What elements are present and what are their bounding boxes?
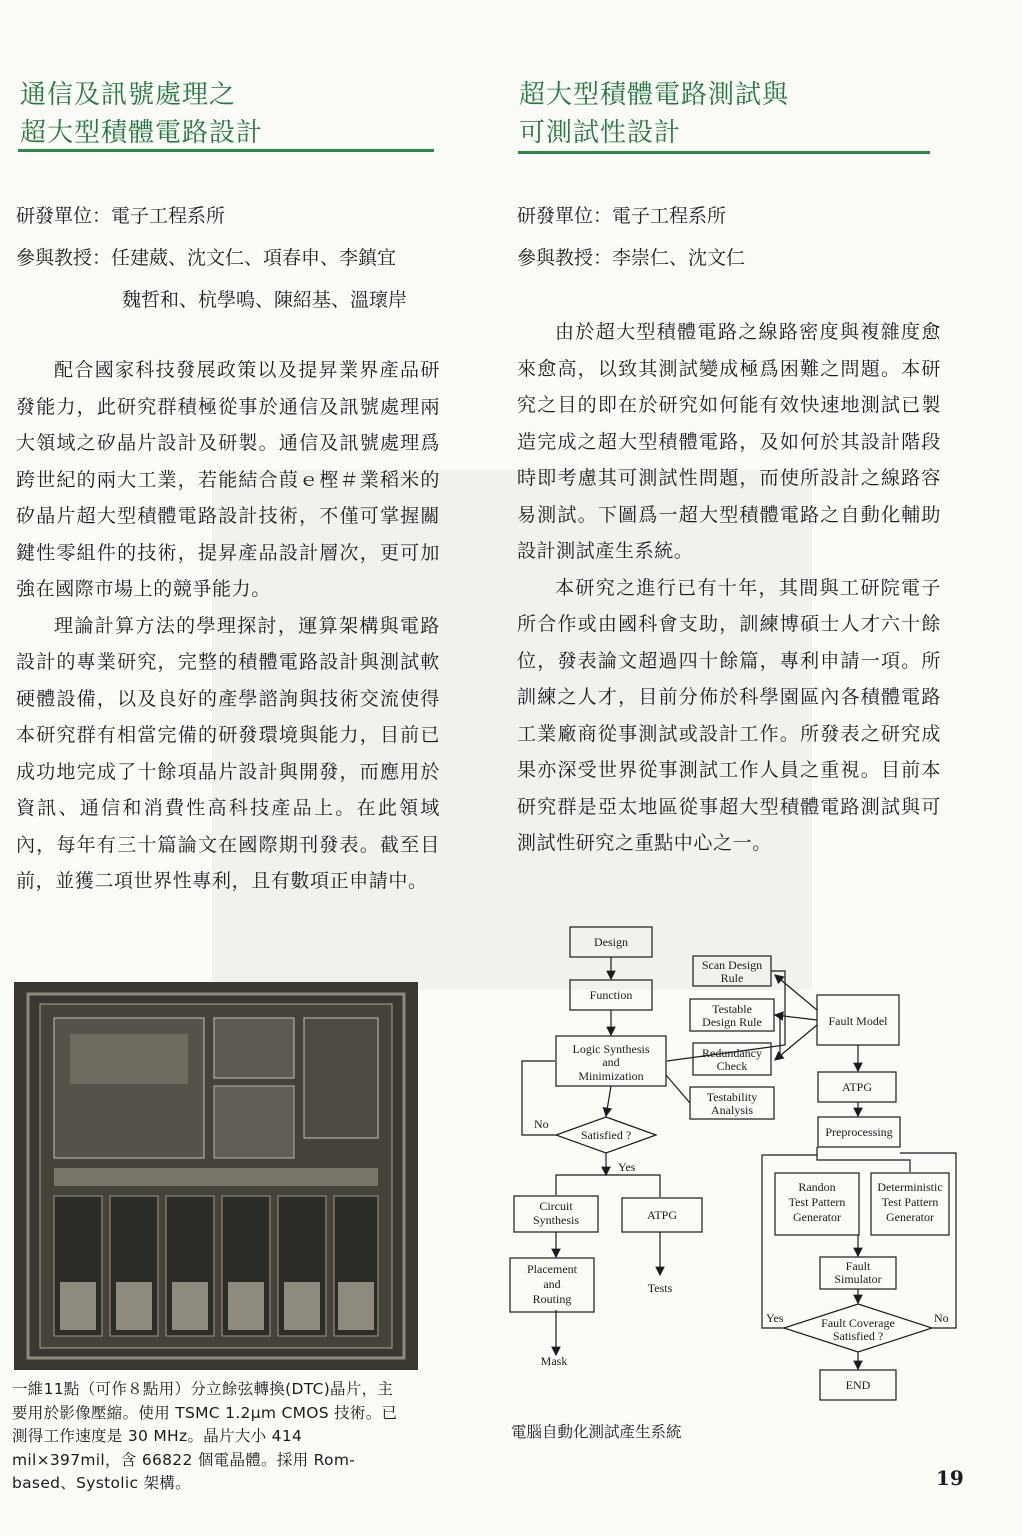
label-no2: No <box>934 1311 949 1325</box>
label-determ-3: Generator <box>886 1210 934 1224</box>
page-number: 19 <box>936 1466 964 1490</box>
label-mask: Mask <box>540 1354 568 1368</box>
right-unit: 研發單位：電子工程系所 <box>517 205 727 227</box>
label-yes: Yes <box>618 1160 636 1174</box>
label-satisfied: Satisfied ? <box>580 1128 632 1142</box>
label-atpg: ATPG <box>841 1080 873 1094</box>
label-redundancy-2: Check <box>716 1059 748 1073</box>
label-logic-1: Logic Synthesis <box>572 1042 650 1056</box>
label-scan-2: Rule <box>720 971 744 985</box>
left-title-line2: 超大型積體電路設計 <box>20 118 264 148</box>
label-coverage-1: Fault Coverage <box>821 1316 895 1330</box>
flowchart-caption: 電腦自動化測試產生系統 <box>511 1423 682 1441</box>
right-paragraph-1: 由於超大型積體電路之線路密度與複雜度愈來愈高，以致其測試變成極爲困難之問題。本研究之目的即在於研究如何能有效快速地測試已製造完成之超大型積體電路，及如何於其設計階段時即考慮其可測試性問題，而使所設計之線路容易測試。下圖爲一超大型積體電路之自動化輔助設計測試產生系統。 <box>517 321 941 562</box>
label-testability-1: Testability <box>706 1090 758 1104</box>
left-paragraph-1: 配合國家科技發展政策以及提昇業界產品研發能力，此研究群積極從事於通信及訊號處理兩大領域之矽晶片設計及研製。通信及訊號處理爲跨世紀的兩大工業，若能結合葭ｅ樫＃業稻米的矽晶片超大型積體電路設計技術，不僅可掌握關鍵性零組件的技術，提昇產品設計層次，更可加強在國際市場上的競爭能力。 <box>16 359 440 600</box>
chip-photo-caption: 一維11點（可作８點用）分立餘弦轉換(DTC)晶片，主要用於影像壓縮。使用 TSMC 1.2μm CMOS 技術。已測得工作速度是 30 MHz。晶片大小 414 mil×397mil，含 66822 個電晶體。採用 Rom-based、Systolic 架構。 <box>12 1380 398 1492</box>
right-title-line1: 超大型積體電路測試與 <box>519 80 790 110</box>
label-placement-1: Placement <box>527 1262 577 1276</box>
label-testability-2: Analysis <box>711 1103 753 1117</box>
chip-photo <box>14 982 418 1370</box>
label-fsim-2: Simulator <box>834 1272 882 1286</box>
left-unit: 研發單位：電子工程系所 <box>16 205 226 227</box>
label-coverage-2: Satisfied ? <box>832 1329 884 1343</box>
label-testable-2: Design Rule <box>702 1015 762 1029</box>
label-design: Design <box>594 935 628 949</box>
left-title-rule <box>18 149 434 152</box>
right-title-line2: 可測試性設計 <box>519 118 682 148</box>
left-paragraph-2: 理論計算方法的學理探討，運算架構與電路設計的專業研究，完整的積體電路設計與測試軟硬體設備，以及良好的產學諮詢與技術交流使得本研究群有相當完備的研發環境與能力，目前已成功地完成了十餘項晶片設計與開發，而應用於資訊、通信和消費性高科技產品上。在此領域內，每年有三十篇論文在國際期刊發表。截至目前，並獲二項世界性專利，且有數項正申請中。 <box>16 614 440 892</box>
label-random-3: Generator <box>793 1210 841 1224</box>
right-profs: 參與教授：李崇仁、沈文仁 <box>517 247 746 269</box>
label-function: Function <box>589 988 633 1002</box>
label-atpg2: ATPG <box>646 1208 678 1222</box>
right-paragraph-2: 本研究之進行已有十年，其間與工研院電子所合作或由國科會支助，訓練博碩士人才六十餘位，發表論文超過四十餘篇，專利申請一項。所訓練之人才，目前分佈於科學園區內各積體電路工業廠商從事測試或設計工作。所發表之研究成果亦深受世界從事測試工作人員之重視。目前本研究群是亞太地區從事超大型積體電路測試與可測試性研究之重點中心之一。 <box>517 576 941 854</box>
label-determ-1: Deterministic <box>877 1180 943 1194</box>
left-profs-line2: 魏哲和、杭學鳴、陳紹基、溫瓌岸 <box>122 289 408 311</box>
label-logic-3: Minimization <box>578 1069 644 1083</box>
label-end: END <box>845 1378 871 1392</box>
label-determ-2: Test Pattern <box>881 1195 939 1209</box>
label-circuit-2: Synthesis <box>532 1213 580 1227</box>
label-yes2: Yes <box>766 1311 784 1325</box>
left-title-line1: 通信及訊號處理之 <box>20 80 237 110</box>
label-fault-model: Fault Model <box>828 1014 888 1028</box>
left-title <box>20 76 263 152</box>
label-logic-2: and <box>602 1055 620 1069</box>
left-profs-line1: 參與教授：任建葳、沈文仁、項春申、李鎮宜 <box>16 247 397 269</box>
label-preprocessing: Preprocessing <box>825 1125 893 1139</box>
label-placement-3: Routing <box>532 1292 572 1306</box>
label-redundancy-1: Redundancy <box>702 1046 762 1060</box>
label-random-1: Randon <box>798 1180 836 1194</box>
label-fsim-1: Fault <box>845 1259 871 1273</box>
label-no: No <box>534 1117 549 1131</box>
test-generation-flowchart <box>500 915 970 1405</box>
label-testable-1: Testable <box>712 1002 752 1016</box>
right-title-rule <box>518 151 930 154</box>
label-scan-1: Scan Design <box>701 958 763 972</box>
left-body <box>16 352 440 900</box>
right-title <box>519 76 789 152</box>
right-body <box>517 314 941 862</box>
label-placement-2: and <box>543 1277 561 1291</box>
label-circuit-1: Circuit <box>539 1199 573 1213</box>
label-random-2: Test Pattern <box>788 1195 846 1209</box>
label-tests: Tests <box>647 1281 673 1295</box>
